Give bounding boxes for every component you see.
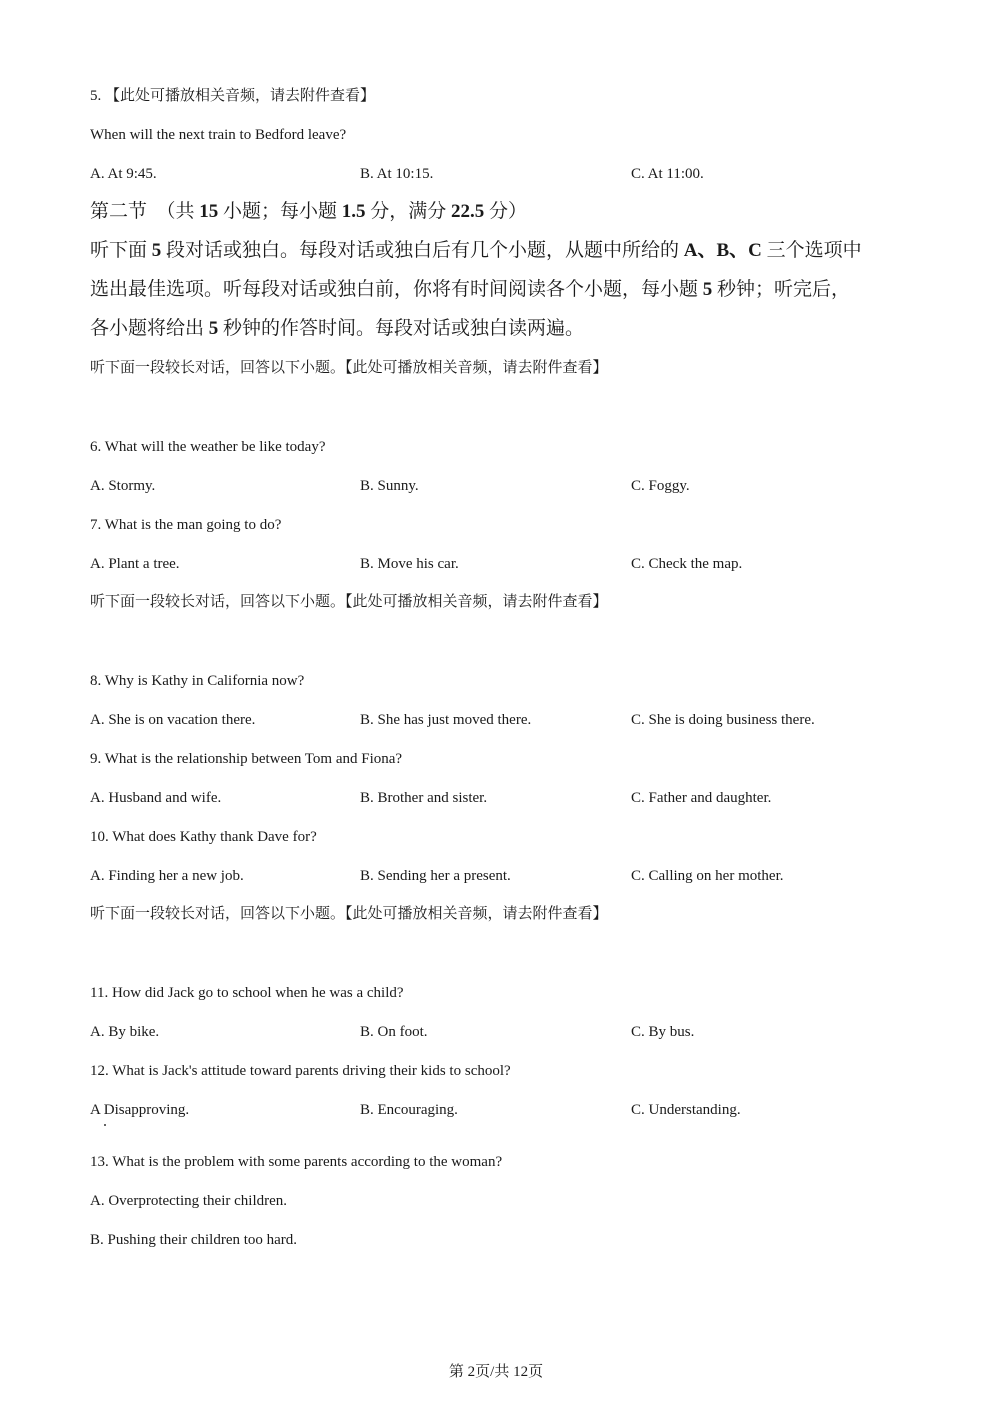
q7-option-c: C. Check the map. [631, 556, 743, 572]
section2-instructions-line1 [90, 238, 862, 264]
section2-header-prefix: 第二节 （共 [90, 201, 200, 222]
q13-option-a: A. Overprotecting their children. [90, 1193, 288, 1209]
instr-text: 段对话或独白。每段对话或独白后有几个小题，从题中所给的 [161, 240, 684, 261]
q12-option-c: C. Understanding. [631, 1102, 741, 1118]
q10-option-a: A. Finding her a new job. [90, 868, 244, 884]
q5-option-a: A. At 9:45. [90, 166, 157, 182]
instr-count: 5 [151, 240, 162, 261]
q9-options [90, 788, 950, 808]
q11-option-a: A. By bike. [90, 1024, 160, 1040]
q5-option-b: B. At 10:15. [360, 166, 434, 182]
section2-header-suffix: 分） [484, 201, 528, 222]
q5-option-c: C. At 11:00. [631, 166, 704, 182]
q12-options [90, 1100, 950, 1120]
q12-option-a: A Disapproving. [90, 1102, 190, 1118]
q10-options [90, 866, 950, 886]
q5-audio-note: 5. 【此处可播放相关音频，请去附件查看】 [90, 88, 376, 104]
q6-option-a: A. Stormy. [90, 478, 156, 494]
q8-option-b: B. She has just moved there. [360, 712, 532, 728]
instr-text: 秒钟的作答时间。每段对话或独白读两遍。 [218, 318, 585, 339]
instr-choices: A、B、C [683, 240, 762, 261]
q7-option-b: B. Move his car. [360, 556, 459, 572]
q9-option-a: A. Husband and wife. [90, 790, 222, 806]
group1-intro: 听下面一段较长对话，回答以下小题。【此处可播放相关音频，请去附件查看】 [90, 360, 608, 376]
stray-dot-mark [104, 1124, 106, 1126]
section2-header-mid2: 分，满分 [365, 201, 452, 222]
section2-header [90, 199, 527, 225]
q12-question: 12. What is Jack's attitude toward parents driving their kids to school? [90, 1063, 511, 1079]
q5-options [90, 164, 950, 184]
instr-text: 三个选项中 [761, 240, 862, 261]
q8-option-c: C. She is doing business there. [631, 712, 815, 728]
q9-question: 9. What is the relationship between Tom and Fiona? [90, 751, 403, 767]
section2-points-each: 1.5 [341, 201, 366, 222]
q7-option-a: A. Plant a tree. [90, 556, 180, 572]
q10-question: 10. What does Kathy thank Dave for? [90, 829, 317, 845]
q9-option-c: C. Father and daughter. [631, 790, 772, 806]
instr-text: 听下面 [90, 240, 152, 261]
section2-instructions-line2 [90, 277, 850, 303]
q9-option-b: B. Brother and sister. [360, 790, 488, 806]
q12-option-b: B. Encouraging. [360, 1102, 458, 1118]
instr-seconds: 5 [702, 279, 713, 300]
section2-total-points: 22.5 [451, 201, 485, 222]
q13-question: 13. What is the problem with some parents according to the woman? [90, 1154, 503, 1170]
q11-option-b: B. On foot. [360, 1024, 428, 1040]
instr-text: 选出最佳选项。听每段对话或独白前，你将有时间阅读各个小题，每小题 [90, 279, 703, 300]
section2-num-questions: 15 [199, 201, 219, 222]
q6-options [90, 476, 950, 496]
instr-text: 秒钟；听完后， [712, 279, 851, 300]
q8-options [90, 710, 950, 730]
q13-option-b: B. Pushing their children too hard. [90, 1232, 298, 1248]
q8-question: 8. Why is Kathy in California now? [90, 673, 305, 689]
q10-option-b: B. Sending her a present. [360, 868, 511, 884]
q7-options [90, 554, 950, 574]
q11-option-c: C. By bus. [631, 1024, 695, 1040]
q6-option-b: B. Sunny. [360, 478, 419, 494]
page-number: 第 2页/共 12页 [448, 1364, 544, 1380]
q11-options [90, 1022, 950, 1042]
q11-question: 11. How did Jack go to school when he was a child? [90, 985, 404, 1001]
group2-intro: 听下面一段较长对话，回答以下小题。【此处可播放相关音频，请去附件查看】 [90, 594, 608, 610]
q7-question: 7. What is the man going to do? [90, 517, 282, 533]
q10-option-c: C. Calling on her mother. [631, 868, 784, 884]
q5-question: When will the next train to Bedford leave? [90, 127, 347, 143]
q8-option-a: A. She is on vacation there. [90, 712, 256, 728]
instr-text: 各小题将给出 [90, 318, 209, 339]
group3-intro: 听下面一段较长对话，回答以下小题。【此处可播放相关音频，请去附件查看】 [90, 906, 608, 922]
q6-option-c: C. Foggy. [631, 478, 690, 494]
instr-seconds: 5 [208, 318, 219, 339]
q6-question: 6. What will the weather be like today? [90, 439, 326, 455]
section2-header-mid1: 小题；每小题 [218, 201, 342, 222]
section2-instructions-line3 [90, 316, 584, 342]
